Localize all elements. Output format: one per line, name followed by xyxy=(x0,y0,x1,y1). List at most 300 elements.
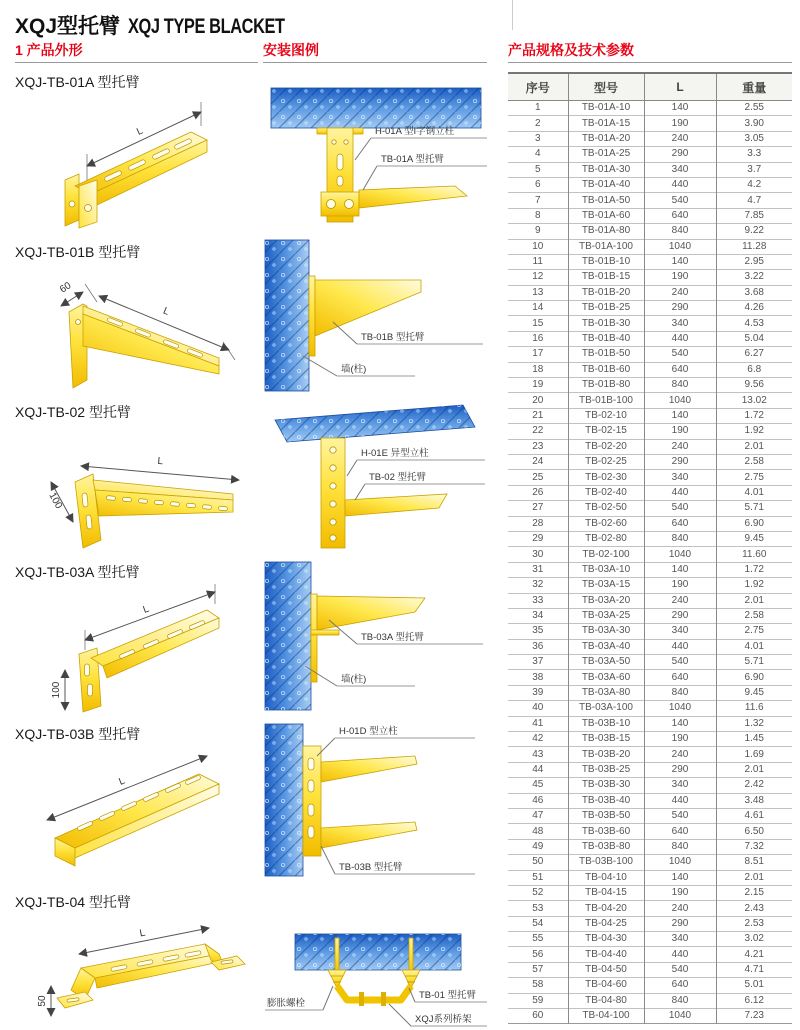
table-cell: TB-03A-40 xyxy=(568,639,644,654)
table-cell: 34 xyxy=(508,608,568,623)
table-cell: 10 xyxy=(508,239,568,254)
table-cell: 60 xyxy=(508,1009,568,1024)
table-cell: TB-03A-100 xyxy=(568,701,644,716)
table-cell: TB-03B-60 xyxy=(568,824,644,839)
table-cell: 1040 xyxy=(644,1009,716,1024)
callout-tb01a-arm: TB-01A 型托臂 xyxy=(381,154,444,165)
install-diagram-tb01b xyxy=(263,238,490,393)
callout-anchor-bolt: 膨胀螺栓 xyxy=(267,998,306,1009)
table-cell: 2.42 xyxy=(716,778,792,793)
table-cell: 840 xyxy=(644,993,716,1008)
dim-label-L: L xyxy=(141,603,151,616)
table-row xyxy=(508,762,792,777)
install-diagram-tb02 xyxy=(263,400,490,552)
table-cell: TB-01B-25 xyxy=(568,301,644,316)
table-cell: 30 xyxy=(508,547,568,562)
table-cell: 4.7 xyxy=(716,193,792,208)
table-cell: 5.71 xyxy=(716,501,792,516)
table-cell: 240 xyxy=(644,747,716,762)
table-row xyxy=(508,947,792,962)
table-cell: TB-01B-30 xyxy=(568,316,644,331)
table-cell: 2.75 xyxy=(716,624,792,639)
table-cell: 440 xyxy=(644,947,716,962)
callout-h01d-column: H-01D 型立柱 xyxy=(339,726,398,737)
table-cell: 240 xyxy=(644,901,716,916)
table-cell: TB-03B-30 xyxy=(568,778,644,793)
dim-label-L: L xyxy=(161,305,171,318)
table-row xyxy=(508,901,792,916)
table-cell: 19 xyxy=(508,378,568,393)
table-cell: TB-01A-80 xyxy=(568,224,644,239)
table-row xyxy=(508,624,792,639)
table-cell: 190 xyxy=(644,270,716,285)
table-cell: 340 xyxy=(644,316,716,331)
table-cell: TB-04-100 xyxy=(568,1009,644,1024)
table-cell: TB-03B-40 xyxy=(568,793,644,808)
callout-tb02-arm: TB-02 型托臂 xyxy=(369,472,427,483)
table-cell: 41 xyxy=(508,716,568,731)
table-row xyxy=(508,301,792,316)
install-diagram-tb03a xyxy=(263,560,490,712)
table-cell: 40 xyxy=(508,701,568,716)
table-cell: 290 xyxy=(644,454,716,469)
table-cell: 840 xyxy=(644,224,716,239)
table-cell: TB-01B-80 xyxy=(568,378,644,393)
table-cell: TB-04-15 xyxy=(568,885,644,900)
table-cell: 52 xyxy=(508,885,568,900)
table-cell: 4.71 xyxy=(716,962,792,977)
table-row xyxy=(508,347,792,362)
table-cell: 11.6 xyxy=(716,701,792,716)
table-cell: 29 xyxy=(508,531,568,546)
table-row xyxy=(508,131,792,146)
table-cell: 2.58 xyxy=(716,454,792,469)
table-cell: 11 xyxy=(508,254,568,269)
table-cell: TB-03B-20 xyxy=(568,747,644,762)
table-cell: 540 xyxy=(644,962,716,977)
table-row xyxy=(508,808,792,823)
table-cell: 440 xyxy=(644,639,716,654)
table-row xyxy=(508,870,792,885)
page-title xyxy=(15,10,329,40)
table-row xyxy=(508,439,792,454)
table-cell: 140 xyxy=(644,408,716,423)
table-cell: 3.3 xyxy=(716,147,792,162)
table-cell: TB-01A-40 xyxy=(568,177,644,192)
section-header-installation: 安装图例 xyxy=(263,40,487,63)
table-cell: 2.95 xyxy=(716,254,792,269)
table-cell: 190 xyxy=(644,578,716,593)
tb-02-drawing xyxy=(15,422,255,556)
table-cell: TB-04-30 xyxy=(568,932,644,947)
tb-03b-drawing xyxy=(15,744,255,879)
spec-table-body xyxy=(508,101,792,1024)
table-cell: 4.21 xyxy=(716,947,792,962)
table-cell: 840 xyxy=(644,685,716,700)
table-cell: 290 xyxy=(644,762,716,777)
install-diagram-tb04 xyxy=(263,928,490,1028)
callout-xqj-tray: XQJ系列桥架 xyxy=(415,1014,472,1025)
table-cell: TB-01A-100 xyxy=(568,239,644,254)
table-cell: 1.32 xyxy=(716,716,792,731)
table-cell: 56 xyxy=(508,947,568,962)
table-cell: 3.05 xyxy=(716,131,792,146)
table-row xyxy=(508,593,792,608)
table-cell: 4 xyxy=(508,147,568,162)
table-cell: 11.60 xyxy=(716,547,792,562)
table-cell: 4.01 xyxy=(716,485,792,500)
table-cell: 50 xyxy=(508,855,568,870)
table-row xyxy=(508,716,792,731)
callout-tb03b-arm: TB-03B 型托臂 xyxy=(339,862,403,873)
table-cell: 42 xyxy=(508,732,568,747)
table-cell: 23 xyxy=(508,439,568,454)
table-row xyxy=(508,331,792,346)
table-row xyxy=(508,485,792,500)
table-row xyxy=(508,270,792,285)
table-cell: TB-02-60 xyxy=(568,516,644,531)
table-cell: 28 xyxy=(508,516,568,531)
table-cell: 32 xyxy=(508,578,568,593)
table-cell: 9.45 xyxy=(716,685,792,700)
table-cell: 290 xyxy=(644,301,716,316)
dim-label-L: L xyxy=(117,775,127,788)
tb-03a-drawing xyxy=(15,582,255,714)
table-cell: 5 xyxy=(508,162,568,177)
table-row xyxy=(508,993,792,1008)
product-heading-tb01a: XQJ-TB-01A 型托臂 xyxy=(15,74,140,90)
table-cell: TB-01B-50 xyxy=(568,347,644,362)
table-cell: 4.61 xyxy=(716,808,792,823)
product-heading-tb03b: XQJ-TB-03B 型托臂 xyxy=(15,726,141,742)
table-cell: 6.50 xyxy=(716,824,792,839)
table-cell: 24 xyxy=(508,454,568,469)
table-row xyxy=(508,101,792,116)
table-cell: 540 xyxy=(644,808,716,823)
spec-table xyxy=(508,72,792,1024)
table-cell: TB-04-80 xyxy=(568,993,644,1008)
table-cell: 440 xyxy=(644,331,716,346)
table-row xyxy=(508,162,792,177)
table-cell: 2.01 xyxy=(716,870,792,885)
col-header-length: L xyxy=(644,73,716,101)
table-row xyxy=(508,501,792,516)
table-cell: TB-04-20 xyxy=(568,901,644,916)
table-cell: 6.90 xyxy=(716,670,792,685)
table-cell: TB-02-100 xyxy=(568,547,644,562)
table-row xyxy=(508,701,792,716)
table-cell: 190 xyxy=(644,424,716,439)
table-cell: 1040 xyxy=(644,393,716,408)
table-cell: TB-02-15 xyxy=(568,424,644,439)
table-cell: 2.15 xyxy=(716,885,792,900)
table-cell: 5.71 xyxy=(716,655,792,670)
table-cell: 140 xyxy=(644,716,716,731)
table-cell: 37 xyxy=(508,655,568,670)
table-cell: TB-03A-25 xyxy=(568,608,644,623)
table-row xyxy=(508,639,792,654)
table-cell: TB-03A-80 xyxy=(568,685,644,700)
table-cell: 1.69 xyxy=(716,747,792,762)
table-row xyxy=(508,424,792,439)
table-cell: 22 xyxy=(508,424,568,439)
table-cell: 33 xyxy=(508,593,568,608)
table-cell: TB-04-40 xyxy=(568,947,644,962)
table-cell: 1.45 xyxy=(716,732,792,747)
callout-h01e-column: H-01E 异型立柱 xyxy=(361,448,429,459)
table-row xyxy=(508,547,792,562)
table-cell: 5.04 xyxy=(716,331,792,346)
table-row xyxy=(508,193,792,208)
table-row xyxy=(508,855,792,870)
table-cell: 43 xyxy=(508,747,568,762)
table-cell: 640 xyxy=(644,978,716,993)
table-cell: 140 xyxy=(644,101,716,116)
table-cell: 12 xyxy=(508,270,568,285)
table-row xyxy=(508,793,792,808)
table-cell: TB-01A-30 xyxy=(568,162,644,177)
table-cell: TB-01A-10 xyxy=(568,101,644,116)
table-row xyxy=(508,470,792,485)
table-cell: 4.26 xyxy=(716,301,792,316)
table-cell: TB-03B-100 xyxy=(568,855,644,870)
table-cell: TB-03B-15 xyxy=(568,732,644,747)
table-cell: 290 xyxy=(644,916,716,931)
table-cell: 2.01 xyxy=(716,593,792,608)
table-cell: TB-03A-50 xyxy=(568,655,644,670)
table-cell: TB-02-20 xyxy=(568,439,644,454)
dim-label-L: L xyxy=(156,455,164,468)
page-title-cn: XQJ型托臂 xyxy=(15,15,121,38)
dim-label-L: L xyxy=(138,927,147,940)
table-cell: 46 xyxy=(508,793,568,808)
table-row xyxy=(508,916,792,931)
table-cell: 440 xyxy=(644,485,716,500)
table-cell: 8.51 xyxy=(716,855,792,870)
table-cell: 340 xyxy=(644,470,716,485)
table-cell: 3.68 xyxy=(716,285,792,300)
table-row xyxy=(508,932,792,947)
table-row xyxy=(508,147,792,162)
table-row xyxy=(508,116,792,131)
callout-wall: 墙(柱) xyxy=(341,674,367,685)
table-cell: TB-02-25 xyxy=(568,454,644,469)
table-cell: 3 xyxy=(508,131,568,146)
table-row xyxy=(508,516,792,531)
table-cell: 18 xyxy=(508,362,568,377)
table-cell: TB-02-30 xyxy=(568,470,644,485)
table-row xyxy=(508,208,792,223)
table-row xyxy=(508,747,792,762)
table-cell: 47 xyxy=(508,808,568,823)
table-cell: 340 xyxy=(644,624,716,639)
table-cell: 240 xyxy=(644,131,716,146)
table-cell: 340 xyxy=(644,162,716,177)
table-cell: 540 xyxy=(644,501,716,516)
table-cell: TB-04-25 xyxy=(568,916,644,931)
product-heading-tb04: XQJ-TB-04 型托臂 xyxy=(15,894,131,910)
table-cell: TB-03A-10 xyxy=(568,562,644,577)
table-cell: 6.27 xyxy=(716,347,792,362)
table-cell: 640 xyxy=(644,362,716,377)
table-cell: 2.43 xyxy=(716,901,792,916)
table-cell: 640 xyxy=(644,824,716,839)
callout-wall: 墙(柱) xyxy=(341,364,367,375)
table-cell: 2.01 xyxy=(716,762,792,777)
table-cell: 7 xyxy=(508,193,568,208)
table-cell: 840 xyxy=(644,531,716,546)
callout-h01a-column: H-01A 型I字钢立柱 xyxy=(375,126,455,137)
table-cell: 17 xyxy=(508,347,568,362)
table-row xyxy=(508,578,792,593)
table-cell: 1.92 xyxy=(716,578,792,593)
table-cell: 240 xyxy=(644,439,716,454)
table-cell: 7.23 xyxy=(716,1009,792,1024)
table-cell: 540 xyxy=(644,347,716,362)
table-row xyxy=(508,885,792,900)
table-cell: 340 xyxy=(644,778,716,793)
table-cell: 2.53 xyxy=(716,916,792,931)
table-cell: TB-04-50 xyxy=(568,962,644,977)
table-cell: 840 xyxy=(644,378,716,393)
table-cell: 54 xyxy=(508,916,568,931)
table-row xyxy=(508,655,792,670)
table-row xyxy=(508,454,792,469)
table-row xyxy=(508,393,792,408)
table-row xyxy=(508,378,792,393)
table-cell: TB-02-50 xyxy=(568,501,644,516)
table-cell: 9.45 xyxy=(716,531,792,546)
dim-label-60: 60 xyxy=(57,280,74,296)
table-cell: 3.22 xyxy=(716,270,792,285)
table-cell: TB-01B-10 xyxy=(568,254,644,269)
table-cell: 9.56 xyxy=(716,378,792,393)
table-cell: 39 xyxy=(508,685,568,700)
col-header-weight: 重量 xyxy=(716,73,792,101)
table-cell: 1040 xyxy=(644,855,716,870)
table-cell: 140 xyxy=(644,870,716,885)
table-row xyxy=(508,1009,792,1024)
table-row xyxy=(508,962,792,977)
dim-label-100: 100 xyxy=(46,490,65,511)
table-cell: 7.32 xyxy=(716,839,792,854)
table-row xyxy=(508,177,792,192)
table-cell: 140 xyxy=(644,254,716,269)
table-cell: 13 xyxy=(508,285,568,300)
table-cell: 3.90 xyxy=(716,116,792,131)
table-cell: 25 xyxy=(508,470,568,485)
table-cell: 58 xyxy=(508,978,568,993)
callout-tb01b-arm: TB-01B 型托臂 xyxy=(361,332,425,343)
table-cell: 840 xyxy=(644,839,716,854)
table-cell: 5.01 xyxy=(716,978,792,993)
table-cell: TB-02-80 xyxy=(568,531,644,546)
table-cell: TB-01B-100 xyxy=(568,393,644,408)
table-cell: 57 xyxy=(508,962,568,977)
dim-label-L: L xyxy=(135,125,145,138)
table-row xyxy=(508,778,792,793)
product-heading-tb03a: XQJ-TB-03A 型托臂 xyxy=(15,564,140,580)
table-row xyxy=(508,224,792,239)
product-heading-tb02: XQJ-TB-02 型托臂 xyxy=(15,404,131,420)
table-cell: 48 xyxy=(508,824,568,839)
install-diagram-tb01a xyxy=(263,80,490,230)
table-header-row xyxy=(508,73,792,101)
table-row xyxy=(508,685,792,700)
table-cell: 51 xyxy=(508,870,568,885)
col-header-model: 型号 xyxy=(568,73,644,101)
tb-04-drawing xyxy=(15,912,255,1027)
table-cell: 14 xyxy=(508,301,568,316)
table-cell: 1040 xyxy=(644,547,716,562)
table-cell: 290 xyxy=(644,147,716,162)
table-cell: 1040 xyxy=(644,701,716,716)
table-row xyxy=(508,316,792,331)
table-cell: 27 xyxy=(508,501,568,516)
table-cell: 640 xyxy=(644,208,716,223)
table-cell: TB-01B-60 xyxy=(568,362,644,377)
table-cell: 6.90 xyxy=(716,516,792,531)
table-cell: TB-01B-15 xyxy=(568,270,644,285)
table-cell: 35 xyxy=(508,624,568,639)
table-row xyxy=(508,285,792,300)
table-cell: TB-01B-40 xyxy=(568,331,644,346)
page-title-en: XQJ TYPE BLACKET xyxy=(127,15,285,38)
table-cell: 13.02 xyxy=(716,393,792,408)
section-header-specs: 产品规格及技术参数 xyxy=(508,40,792,63)
tb-01b-drawing xyxy=(15,262,255,396)
table-cell: 55 xyxy=(508,932,568,947)
table-row xyxy=(508,408,792,423)
table-row xyxy=(508,239,792,254)
table-cell: TB-03A-20 xyxy=(568,593,644,608)
table-cell: 4.2 xyxy=(716,177,792,192)
table-cell: TB-03B-50 xyxy=(568,808,644,823)
table-cell: TB-01A-50 xyxy=(568,193,644,208)
table-cell: TB-01A-15 xyxy=(568,116,644,131)
callout-tb01-arm: TB-01 型托臂 xyxy=(419,990,477,1001)
table-cell: TB-03B-10 xyxy=(568,716,644,731)
section-header-product-shape: 1 产品外形 xyxy=(15,40,258,63)
table-cell: 1.72 xyxy=(716,562,792,577)
dim-label-100: 100 xyxy=(51,681,62,699)
table-row xyxy=(508,824,792,839)
dim-label-50: 50 xyxy=(37,995,48,1007)
table-cell: 1.72 xyxy=(716,408,792,423)
table-cell: 440 xyxy=(644,793,716,808)
table-row xyxy=(508,839,792,854)
table-cell: 2 xyxy=(508,116,568,131)
table-cell: 9.22 xyxy=(716,224,792,239)
table-cell: 49 xyxy=(508,839,568,854)
table-cell: 20 xyxy=(508,393,568,408)
table-cell: 240 xyxy=(644,593,716,608)
table-row xyxy=(508,362,792,377)
col-header-index: 序号 xyxy=(508,73,568,101)
table-cell: 6 xyxy=(508,177,568,192)
table-cell: TB-01B-20 xyxy=(568,285,644,300)
table-row xyxy=(508,978,792,993)
table-cell: 1040 xyxy=(644,239,716,254)
table-row xyxy=(508,531,792,546)
table-cell: 240 xyxy=(644,285,716,300)
table-cell: 340 xyxy=(644,932,716,947)
table-cell: 2.58 xyxy=(716,608,792,623)
table-cell: TB-01A-25 xyxy=(568,147,644,162)
table-cell: 26 xyxy=(508,485,568,500)
table-cell: 540 xyxy=(644,655,716,670)
table-cell: 7.85 xyxy=(716,208,792,223)
